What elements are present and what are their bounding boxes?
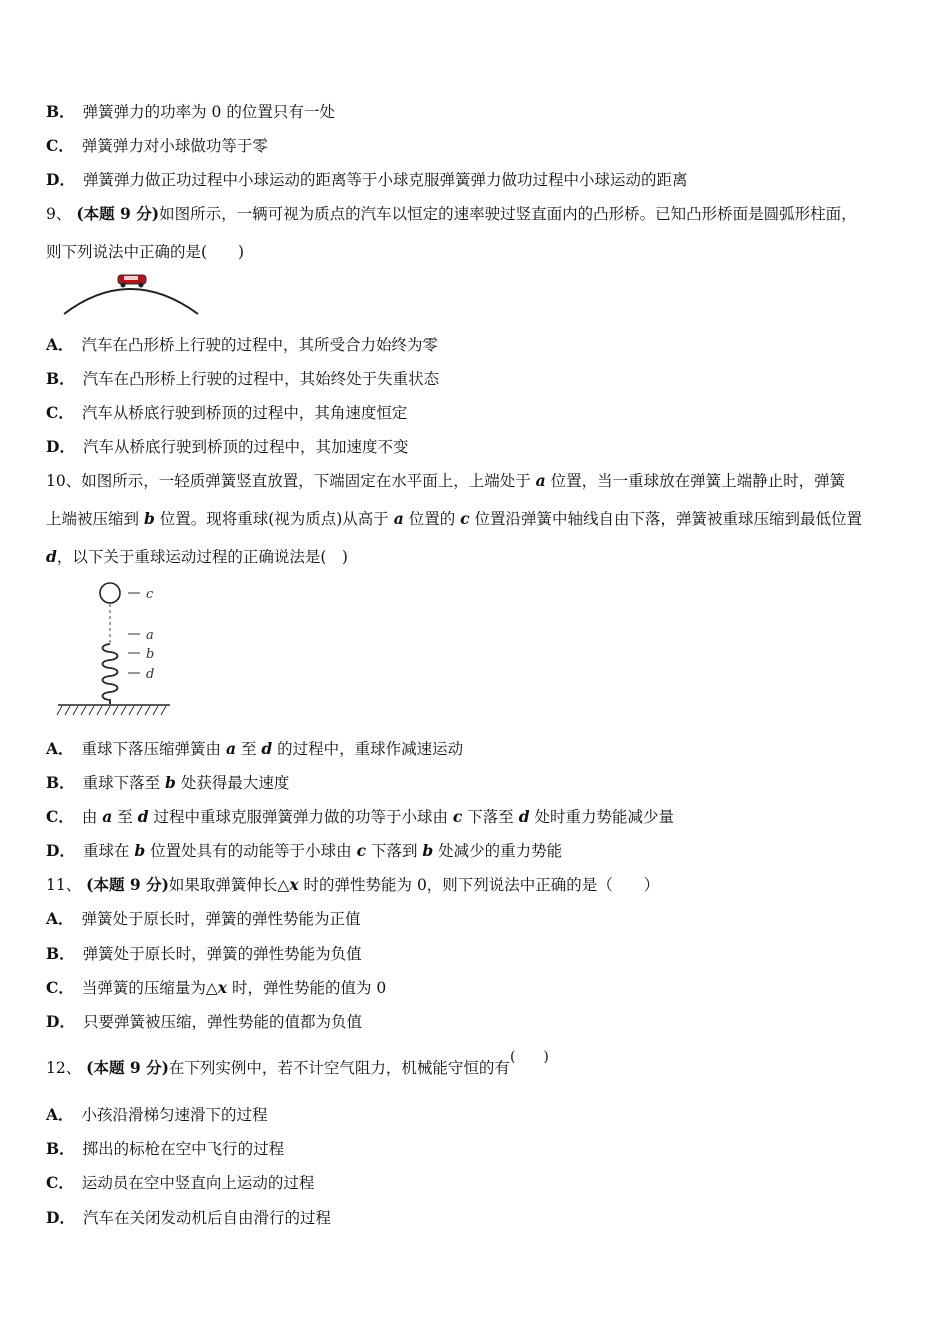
q9-option-b[interactable] — [46, 368, 910, 390]
option-text: 重球下落压缩弹簧由 — [81, 740, 226, 758]
q11-option-a[interactable] — [46, 908, 910, 930]
q9-stem-line1 — [46, 203, 910, 225]
stem-text: 位置，当一重球放在弹簧上端静止时，弹簧 — [545, 472, 846, 490]
stem-text: 如图所示，一轻质弹簧竖直放置，下端固定在水平面上，上端处于 — [81, 472, 536, 490]
stem-text: 位置。现将重球(视为质点)从高于 — [154, 510, 394, 528]
option-label: D． — [46, 1208, 75, 1227]
q12-option-a[interactable] — [46, 1104, 910, 1126]
q9-option-a[interactable] — [46, 334, 910, 356]
answer-blank: ( ) — [509, 1049, 549, 1065]
car-wheel — [139, 283, 144, 288]
var-b: b — [134, 841, 146, 860]
q9-option-c[interactable] — [46, 402, 910, 424]
var-b: b — [165, 773, 176, 792]
option-label: B． — [46, 944, 75, 963]
stem-text: ，以下关于重球运动过程的正确说法是( ) — [56, 548, 348, 566]
option-text: 处时重力势能减少量 — [529, 808, 674, 826]
option-label: D． — [46, 437, 75, 456]
q11-stem — [46, 874, 910, 896]
q8-option-c[interactable] — [46, 135, 910, 157]
q10-stem-line1 — [46, 470, 910, 492]
option-text: 弹簧弹力对小球做功等于零 — [81, 137, 268, 155]
q11-option-b[interactable] — [46, 943, 910, 965]
var-c: c — [356, 841, 367, 860]
option-text: 处减少的重力势能 — [433, 842, 563, 860]
option-label: C． — [46, 1173, 74, 1192]
option-text: 重球下落至 — [82, 774, 166, 792]
option-text: 只要弹簧被压缩，弹性势能的值都为负值 — [82, 1013, 362, 1031]
option-label: B． — [46, 102, 75, 121]
option-text: 至 — [112, 808, 138, 826]
option-label: B． — [46, 773, 75, 792]
label-c: c — [146, 587, 154, 602]
q12-option-b[interactable] — [46, 1138, 910, 1160]
var-b: b — [422, 841, 434, 860]
option-text: 弹簧弹力的功率为 0 的位置只有一处 — [82, 103, 335, 121]
question-stem: 如图所示，一辆可视为质点的汽车以恒定的速率驶过竖直面内的凸形桥。已知凸形桥面是圆弧形柱面， — [159, 205, 857, 223]
var-b: b — [143, 509, 155, 528]
option-label: D． — [46, 170, 75, 189]
option-label: D． — [46, 841, 75, 860]
option-text: 当弹簧的压缩量为△ — [81, 979, 218, 997]
option-text: 处获得最大速度 — [175, 774, 290, 792]
option-text: 重球在 — [82, 842, 135, 860]
var-d: d — [46, 547, 57, 566]
question-meta: (本题 9 分) — [76, 204, 160, 223]
spring-coil — [103, 644, 118, 704]
label-a: a — [146, 628, 154, 643]
option-text: 汽车在凸形桥上行驶的过程中，其始终处于失重状态 — [82, 370, 440, 388]
convex-bridge-figure — [58, 272, 204, 318]
option-label: D． — [46, 1012, 75, 1031]
car-window — [124, 276, 138, 280]
bridge-arc — [64, 289, 198, 314]
stem-text: 在下列实例中，若不计空气阻力，机械能守恒的有 — [168, 1059, 510, 1077]
option-text: 汽车在关闭发动机后自由滑行的过程 — [82, 1209, 331, 1227]
question-number: 10、 — [46, 472, 82, 490]
option-text: 时，弹性势能的值为 0 — [227, 979, 387, 997]
q8-option-b[interactable] — [46, 101, 910, 123]
option-text: 运动员在空中竖直向上运动的过程 — [81, 1174, 315, 1192]
spring-figure — [54, 578, 174, 720]
stem-text: 上端被压缩到 — [46, 510, 144, 528]
option-label: C． — [46, 807, 74, 826]
option-text: 至 — [236, 740, 262, 758]
q10-option-d[interactable] — [46, 840, 910, 862]
option-label: C． — [46, 136, 74, 155]
stem-text: 位置沿弹簧中轴线自由下落，弹簧被重球压缩到最低位置 — [469, 510, 863, 528]
q9-option-d[interactable] — [46, 436, 910, 458]
option-text: 位置处具有的动能等于小球由 — [145, 842, 357, 860]
stem-text: 位置的 — [403, 510, 461, 528]
option-text: 由 — [81, 808, 103, 826]
question-number: 9、 — [46, 205, 72, 223]
ball — [100, 583, 120, 603]
q8-option-d[interactable] — [46, 169, 910, 191]
question-number: 11、 — [46, 876, 82, 894]
q12-option-c[interactable] — [46, 1172, 910, 1194]
ground-hatching — [57, 706, 166, 715]
q10-option-c[interactable] — [46, 806, 910, 828]
option-label: B． — [46, 369, 75, 388]
option-text: 弹簧弹力做正功过程中小球运动的距离等于小球克服弹簧弹力做功过程中小球运动的距离 — [82, 171, 688, 189]
option-label: C． — [46, 978, 74, 997]
question-stem: 则下列说法中正确的是( ) — [46, 243, 245, 261]
stem-text: 如果取弹簧伸长△ — [168, 876, 290, 894]
q10-stem-line3 — [46, 546, 910, 568]
question-meta: (本题 9 分) — [86, 1058, 169, 1077]
option-text: 汽车从桥底行驶到桥顶的过程中，其角速度恒定 — [81, 404, 408, 422]
q11-option-c[interactable] — [46, 977, 910, 999]
q10-option-a[interactable] — [46, 738, 910, 760]
option-label: A． — [46, 909, 74, 928]
var-x: x — [289, 875, 299, 894]
label-d: d — [146, 667, 155, 682]
var-a: a — [535, 471, 546, 490]
var-d: d — [261, 739, 273, 758]
option-text: 的过程中，重球作减速运动 — [272, 740, 464, 758]
q12-stem — [46, 1049, 910, 1080]
question-meta: (本题 9 分) — [86, 875, 169, 894]
option-text: 汽车从桥底行驶到桥顶的过程中，其加速度不变 — [82, 438, 409, 456]
q12-option-d[interactable] — [46, 1207, 910, 1229]
label-b: b — [146, 647, 155, 662]
q11-option-d[interactable] — [46, 1011, 910, 1033]
q9-stem-line2 — [46, 241, 910, 263]
option-text: 过程中重球克服弹簧弹力做的功等于小球由 — [148, 808, 453, 826]
option-text: 弹簧处于原长时，弹簧的弹性势能为正值 — [81, 910, 361, 928]
var-d: d — [137, 807, 149, 826]
var-a: a — [225, 739, 237, 758]
option-text: 汽车在凸形桥上行驶的过程中，其所受合力始终为零 — [81, 336, 439, 354]
q10-stem-line2 — [46, 508, 910, 530]
car-wheel — [121, 283, 126, 288]
question-number: 12、 — [46, 1059, 82, 1077]
var-c: c — [452, 807, 463, 826]
option-label: B． — [46, 1139, 75, 1158]
option-text: 弹簧处于原长时，弹簧的弹性势能为负值 — [82, 945, 362, 963]
var-d: d — [518, 807, 530, 826]
var-a: a — [102, 807, 113, 826]
q10-option-b[interactable] — [46, 772, 910, 794]
option-label: A． — [46, 335, 74, 354]
option-label: A． — [46, 1105, 74, 1124]
option-text: 小孩沿滑梯匀速滑下的过程 — [81, 1106, 268, 1124]
option-text: 下落至 — [462, 808, 519, 826]
option-label: A． — [46, 739, 74, 758]
option-text: 掷出的标枪在空中飞行的过程 — [82, 1140, 285, 1158]
var-a: a — [393, 509, 404, 528]
option-text: 下落到 — [366, 842, 423, 860]
var-c: c — [460, 509, 470, 528]
option-label: C． — [46, 403, 74, 422]
var-x: x — [217, 978, 228, 997]
stem-text: 时的弹性势能为 0，则下列说法中正确的是（ ） — [298, 876, 660, 894]
